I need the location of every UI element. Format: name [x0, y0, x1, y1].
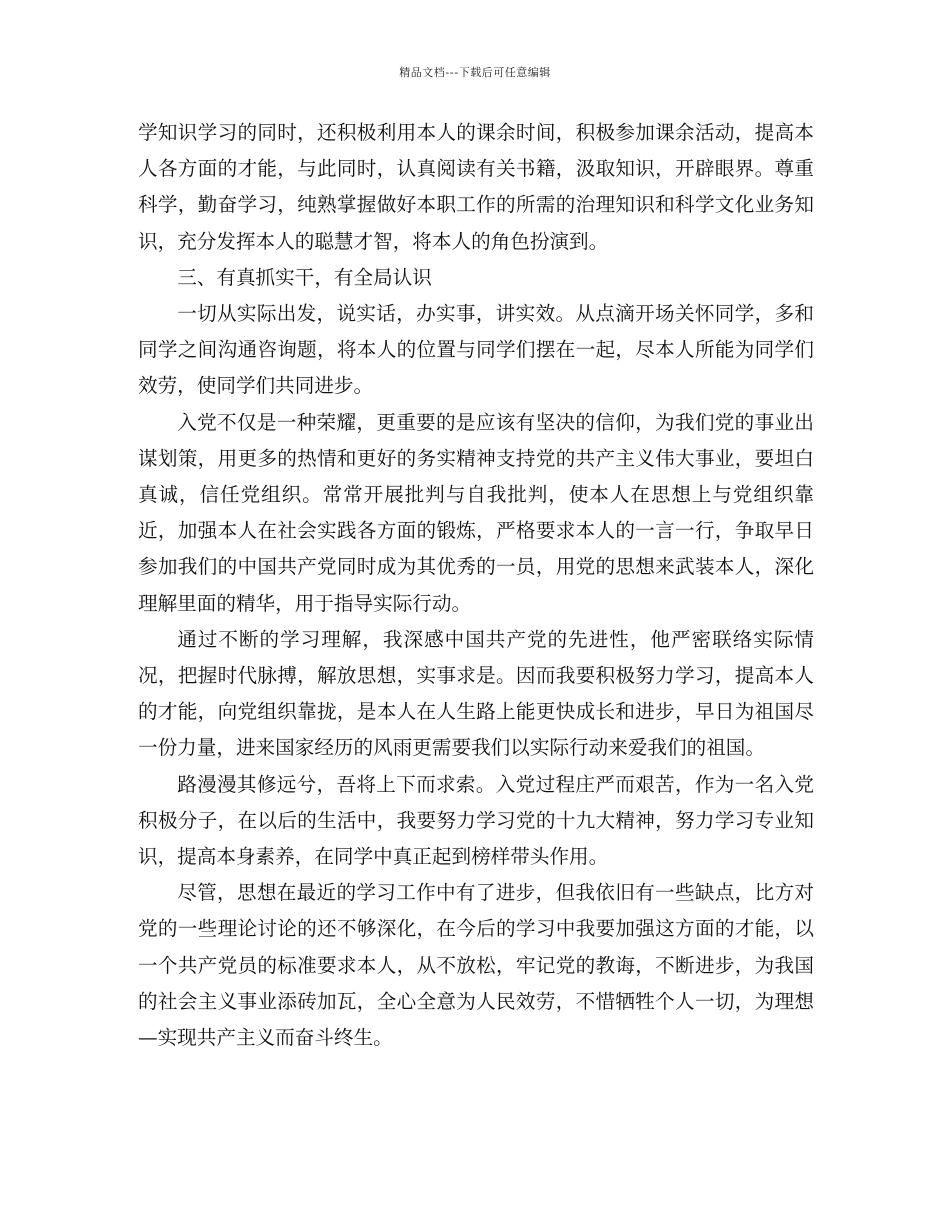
paragraph: 一切从实际出发，说实话，办实事，讲实效。从点滴开场关怀同学，多和同学之间沟通咨询题，将本人的位置与同学们摆在一起，尽本人所能为同学们效劳，使同学们共同进步。 — [138, 302, 814, 398]
page-header: 精品文档---下载后可任意编辑 — [399, 66, 551, 79]
paragraph-continuation: 学知识学习的同时，还积极利用本人的课余时间，积极参加课余活动，提高本人各方面的才能，与此同时，认真阅读有关书籍，汲取知识，开辟眼界。尊重科学，勤奋学习，纯熟掌握做好本职工作的所需的治理知识和科学文化业务知识，充分发挥本人的聪慧才智，将本人的角色扮演到。 — [138, 121, 814, 253]
paragraph: 入党不仅是一种荣耀，更重要的是应该有坚决的信仰，为我们党的事业出谋划策，用更多的热情和更好的务实精神支持党的共产主义伟大事业，要坦白真诚，信任党组织。常常开展批判与自我批判，使本人在思想上与党组织靠近，加强本人在社会实践各方面的锻炼，严格要求本人的一言一行，争取早日参加我们的中国共产党同时成为其优秀的一员，用党的思想来武装本人，深化理解里面的精华，用于指导实际行动。 — [138, 410, 814, 615]
section-heading: 三、有真抓实干，有全局认识 — [177, 265, 432, 289]
paragraph: 通过不断的学习理解，我深感中国共产党的先进性，他严密联络实际情况，把握时代脉搏，解放思想，实事求是。因而我要积极努力学习，提高本人的才能，向党组织靠拢，是本人在人生路上能更快成长和进步，早日为祖国尽一份力量，进来国家经历的风雨更需要我们以实际行动来爱我们的祖国。 — [138, 627, 814, 760]
paragraph: 路漫漫其修远兮，吾将上下而求索。入党过程庄严而艰苦，作为一名入党积极分子，在以后的生活中，我要努力学习党的十九大精神，努力学习专业知识，提高本身素养，在同学中真正起到榜样带头作用。 — [138, 772, 814, 869]
paragraph: 尽管，思想在最近的学习工作中有了进步，但我依旧有一些缺点，比方对党的一些理论讨论的还不够深化，在今后的学习中我要加强这方面的才能，以一个共产党员的标准要求本人，从不放松，牢记党的教诲，不断进步，为我国的社会主义事业添砖加瓦，全心全意为人民效劳，不惜牺牲个人一切，为理想—实现共产主义而奋斗终生。 — [138, 881, 814, 1050]
document-body — [138, 115, 814, 1056]
